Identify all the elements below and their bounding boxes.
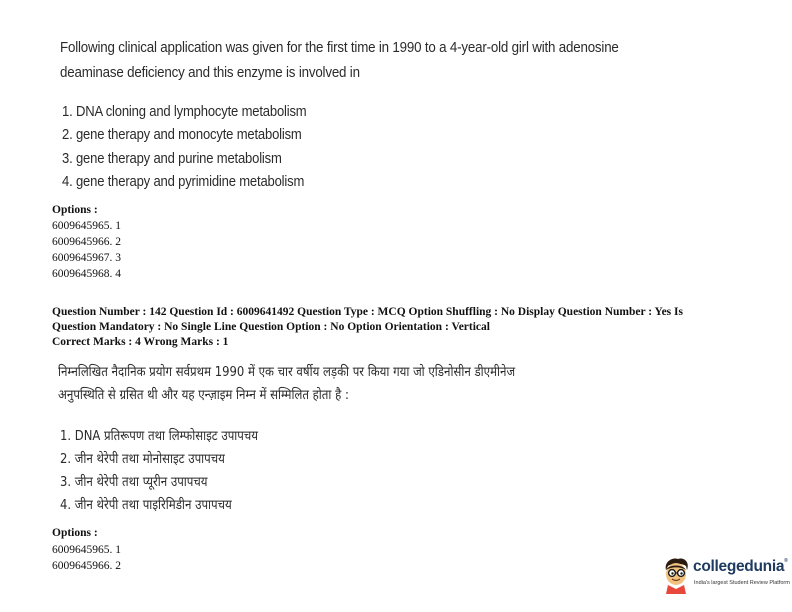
question-option-4: 4. gene therapy and pyrimidine metabolism	[62, 174, 305, 190]
option-id-3: 6009645967. 3	[52, 252, 121, 264]
question-text-line-1: Following clinical application was given for the first time in 1990 to a 4-year-old girl with adenosine	[60, 40, 619, 56]
hindi-option-3: 3. जीन थेरेपी तथा प्यूरीन उपापचय	[60, 474, 208, 490]
hindi-option-1: 1. DNA प्रतिरूपण तथा लिम्फोसाइट उपापचय	[60, 428, 259, 444]
options-heading: Options :	[52, 204, 98, 216]
question-option-1: 1. DNA cloning and lymphocyte metabolism	[62, 104, 307, 120]
collegedunia-logo	[660, 556, 790, 596]
student-mascot-icon	[660, 556, 692, 594]
logo-wordmark: collegedunia®	[693, 558, 788, 575]
hindi-question-line-2: अनुपस्थिति से ग्रसित थी और यह एन्ज़ाइम निम्न में सम्मिलित होता है :	[58, 387, 349, 403]
option-id-2: 6009645966. 2	[52, 236, 121, 248]
logo-tagline: India's largest Student Review Platform	[694, 580, 790, 586]
hindi-option-4: 4. जीन थेरेपी तथा पाइरिमिडीन उपापचय	[60, 497, 232, 513]
option-id-2-b: 6009645966. 2	[52, 560, 121, 572]
hindi-question-line-1: निम्नलिखित नैदानिक प्रयोग सर्वप्रथम 1990 में एक चार वर्षीय लड़की पर किया गया जो एडिनोसीन डीएमीनेज	[58, 364, 516, 380]
question-text-line-2: deaminase deficiency and this enzyme is involved in	[60, 65, 360, 81]
option-id-4: 6009645968. 4	[52, 268, 121, 280]
option-id-1: 6009645965. 1	[52, 220, 121, 232]
question-option-2: 2. gene therapy and monocyte metabolism	[62, 127, 302, 143]
question-option-3: 3. gene therapy and purine metabolism	[62, 151, 282, 167]
question-meta-line-1: Question Number : 142 Question Id : 6009641492 Question Type : MCQ Option Shuffling : No Display Question Number : Yes Is	[52, 306, 683, 318]
question-meta-line-3: Correct Marks : 4 Wrong Marks : 1	[52, 336, 229, 348]
option-id-1-b: 6009645965. 1	[52, 544, 121, 556]
hindi-option-2: 2. जीन थेरेपी तथा मोनोसाइट उपापचय	[60, 451, 225, 467]
options-heading-2: Options :	[52, 527, 98, 539]
question-meta-line-2: Question Mandatory : No Single Line Question Option : No Option Orientation : Vertical	[52, 321, 490, 333]
